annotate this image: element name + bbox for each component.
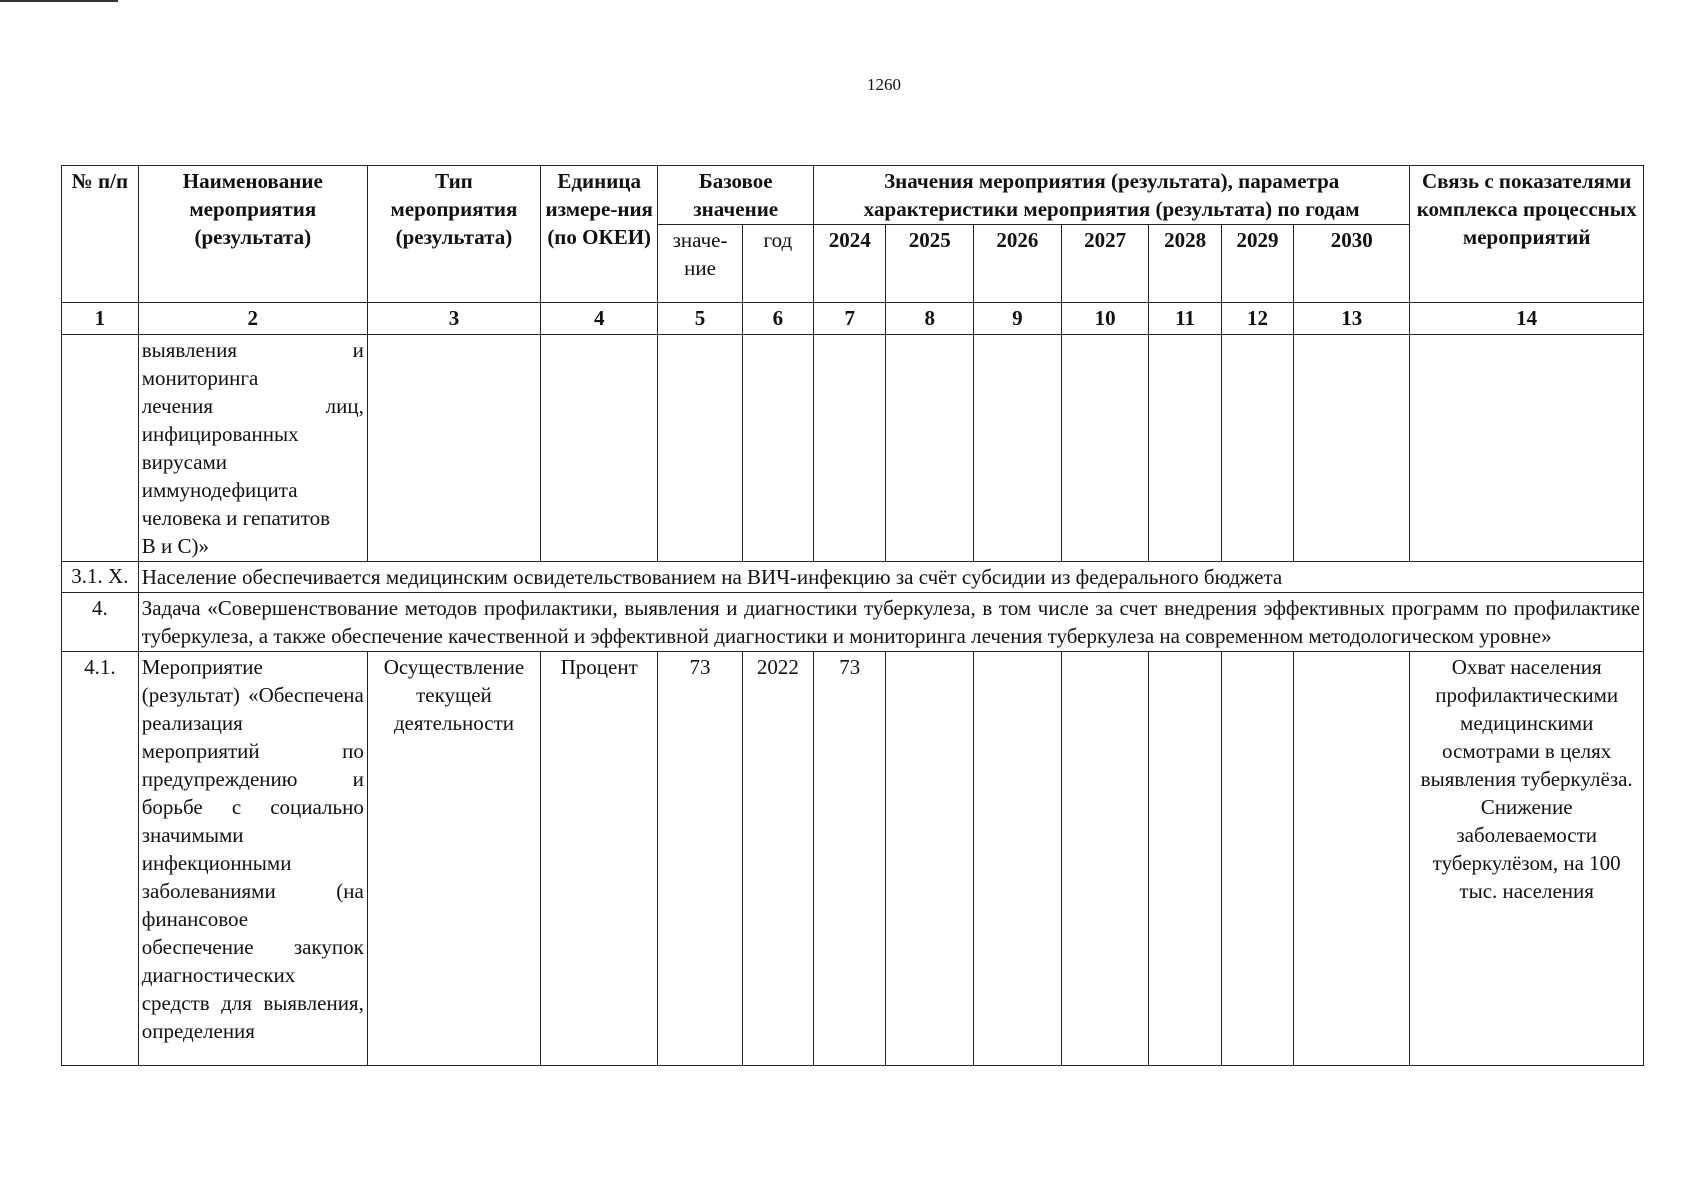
value-2030-cell <box>1294 652 1410 1066</box>
empty-cell <box>658 335 742 562</box>
unit-value: Процент <box>560 655 638 679</box>
empty-cell <box>1410 335 1644 562</box>
row-number: 4. <box>62 593 139 652</box>
scan-edge-line <box>0 0 118 2</box>
column-number: 14 <box>1410 303 1644 335</box>
row-number: 4.1. <box>62 652 139 1066</box>
column-number: 5 <box>658 303 742 335</box>
value-2029-cell <box>1221 652 1293 1066</box>
value-2026-cell <box>974 652 1062 1066</box>
header-year-2029: 2029 <box>1221 225 1293 303</box>
row-3-1-x <box>62 562 1644 593</box>
name-line: В и С)» <box>141 534 209 558</box>
name-line: выявления и <box>141 338 364 362</box>
empty-cell <box>886 335 974 562</box>
name-line: лечения лиц, <box>141 394 364 418</box>
column-number: 9 <box>974 303 1062 335</box>
column-number: 13 <box>1294 303 1410 335</box>
header-year-2024: 2024 <box>814 225 886 303</box>
page-number: 1260 <box>867 75 901 94</box>
header-name: Наименование мероприятия (результата) <box>138 166 367 303</box>
empty-cell <box>814 335 886 562</box>
header-year-2026: 2026 <box>974 225 1062 303</box>
header-link: Связь с показателями комплекса процессных мероприятий <box>1410 166 1644 303</box>
column-number: 11 <box>1149 303 1221 335</box>
continuation-name-cell <box>138 335 367 562</box>
header-row-1 <box>62 166 1644 225</box>
measures-table <box>61 165 1644 1066</box>
empty-cell <box>367 335 540 562</box>
continuation-num-cell <box>62 335 139 562</box>
header-base-year: год <box>742 225 813 303</box>
empty-cell <box>1221 335 1293 562</box>
column-number: 2 <box>138 303 367 335</box>
column-number: 12 <box>1221 303 1293 335</box>
measure-name-cell: Мероприятие (результат) «Обеспечена реализация мероприятий по предупреждению и борьбе с социально значимыми инфекционными заболеваниями (на финансовое обеспечение закупок диагностических средств для выявления, определения <box>138 652 367 1066</box>
value-2027-cell <box>1061 652 1149 1066</box>
name-line: мониторинга <box>141 366 259 390</box>
header-year-2030: 2030 <box>1294 225 1410 303</box>
link-indicator-cell: Охват населения профилактическими медицинскими осмотрами в целях выявления туберкулёза. Снижение заболеваемости туберкулёзом, на 100 тыс. населения <box>1410 652 1644 1066</box>
column-number: 3 <box>367 303 540 335</box>
row-4-task <box>62 593 1644 652</box>
header-base-group: Базовое значение <box>658 166 814 225</box>
header-year-2025: 2025 <box>886 225 974 303</box>
empty-cell <box>974 335 1062 562</box>
header-years-group: Значения мероприятия (результата), параметра характеристики мероприятия (результата) по годам <box>814 166 1410 225</box>
column-number-row <box>62 303 1644 335</box>
merged-text-cell: Население обеспечивается медицинским освидетельствованием на ВИЧ-инфекцию за счёт субсидии из федерального бюджета <box>138 562 1643 593</box>
header-base-value: значе-ние <box>658 225 742 303</box>
header-unit: Единица измере-ния (по ОКЕИ) <box>541 166 658 303</box>
empty-cell <box>742 335 813 562</box>
column-number: 7 <box>814 303 886 335</box>
header-year-2028: 2028 <box>1149 225 1221 303</box>
base-value-cell: 73 <box>658 652 742 1066</box>
value-2028-cell <box>1149 652 1221 1066</box>
empty-cell <box>1294 335 1410 562</box>
task-text-cell: Задача «Совершенствование методов профилактики, выявления и диагностики туберкулеза, в том числе за счет внедрения эффективных программ по профилактике туберкулеза, а также обеспечение качественной и эффективной диагностики и мониторинга лечения туберкулеза на современном методологическом уровне» <box>138 593 1643 652</box>
unit-cell <box>541 652 658 1066</box>
empty-cell <box>1061 335 1149 562</box>
continuation-row <box>62 335 1644 562</box>
value-2024-cell: 73 <box>814 652 886 1066</box>
row-number: 3.1. X. <box>62 562 139 593</box>
column-number: 8 <box>886 303 974 335</box>
row-4-1 <box>62 652 1644 1066</box>
name-line: вирусами <box>141 450 228 474</box>
base-year-cell: 2022 <box>742 652 813 1066</box>
column-number: 4 <box>541 303 658 335</box>
name-line: иммунодефицита <box>141 478 298 502</box>
header-type: Тип мероприятия (результата) <box>367 166 540 303</box>
name-line: инфицированных <box>141 422 299 446</box>
column-number: 6 <box>742 303 813 335</box>
empty-cell <box>541 335 658 562</box>
header-num: № п/п <box>62 166 139 303</box>
empty-cell <box>1149 335 1221 562</box>
measure-type-cell: Осуществление текущей деятельности <box>367 652 540 1066</box>
column-number: 10 <box>1061 303 1149 335</box>
column-number: 1 <box>62 303 139 335</box>
value-2025-cell <box>886 652 974 1066</box>
name-line: человека и гепатитов <box>141 506 331 530</box>
header-year-2027: 2027 <box>1061 225 1149 303</box>
